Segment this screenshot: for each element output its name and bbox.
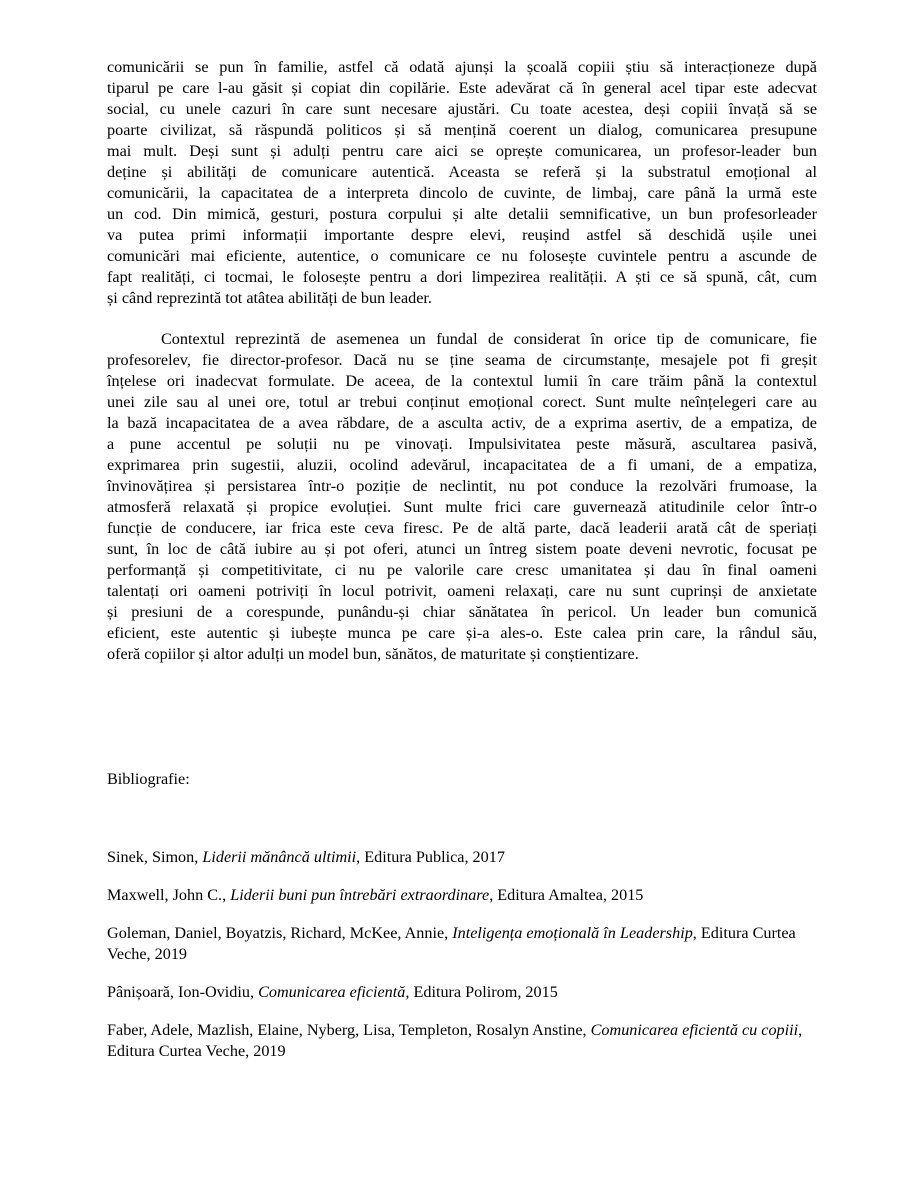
text-line: unei zile sau al unei ore, totul ar trebui conținut emoțional corect. Sunt multe neînțelegeri care au [107,393,817,411]
text-line: tiparul pe care l-au găsit și copiat din copilărie. Este adevărat că în general acel tipar este adecvat [107,79,817,97]
bib-title: Inteligența emoțională în Leadership [452,924,693,942]
text-line: înțelese ori inadecvat formulate. De aceea, de la contextul lumii în care trăim până la contextul [107,372,817,390]
paragraph-2 [107,329,817,665]
text-line: la bază incapacitatea de a avea răbdare, de a asculta activ, de a exprima asertiv, de a empatiza, de [107,414,817,432]
text-line: Contextul reprezintă de asemenea un fundal de considerat în orice tip de comunicare, fie [161,330,817,348]
text-line: performanță și competitivitate, ci nu pe valorile care cresc umanitatea și dau în final oameni [107,561,817,579]
bib-publisher: , Editura Curtea Veche, 2019 [107,924,796,963]
bibliography-list [107,847,817,1079]
text-line: și când reprezintă tot atâtea abilități de bun leader. [107,289,432,307]
bib-authors: Faber, Adele, Mazlish, Elaine, Nyberg, Lisa, Templeton, Rosalyn Anstine, [107,1021,591,1039]
bib-title: Comunicarea eficientă, [258,983,410,1001]
bib-authors: Pânișoară, Ion-Ovidiu, [107,983,259,1001]
text-line: și presiuni de a corespunde, punându-și chiar sănătatea în pericol. Un leader bun comunică [107,603,817,621]
bib-title: Comunicarea eficientă cu copiii [590,1021,799,1039]
text-line: atmosferă relaxată și propice evoluției. Sunt multe frici care guvernează atitudinile celor într-o [107,498,817,516]
text-line: mai mult. Deși sunt și adulți pentru care aici se oprește comunicarea, un profesor-leader bun [107,142,817,160]
bib-authors: Goleman, Daniel, Boyatzis, Richard, McKee, Annie, [107,924,453,942]
bibliography-item [107,847,817,868]
text-line: profesorelev, fie director-profesor. Dacă nu se ține seama de circumstanțe, mesajele pot fi greșit [107,351,817,369]
bibliography-heading: Bibliografie: [107,770,190,788]
text-line: comunicării se pun în familie, astfel că odată ajunși la școală copiii știu să interacționeze după [107,58,817,76]
text-line: social, cu unele cazuri în care sunt necesare ajustări. Cu toate acestea, deși copiii învață să se [107,100,817,118]
bibliography-item [107,885,817,906]
bib-authors: Maxwell, John C., [107,886,231,904]
text-line: oferă copiilor și altor adulți un model bun, sănătos, de maturitate și conștientizare. [107,645,639,663]
text-line: învinovățirea și persistarea într-o poziție de neclintit, nu pot conduce la rezolvări frumoase, la [107,477,817,495]
text-line: sunt, în loc de câtă iubire au și pot oferi, atunci un întreg sistem poate deveni nevrotic, focusat pe [107,540,817,558]
bib-publisher: , Editura Amaltea, 2015 [489,886,644,904]
text-line: funcție de conducere, iar frica este ceva firesc. Pe de altă parte, dacă leaderii arată cât de speriați [107,519,817,537]
paragraph-1 [107,57,817,309]
text-line: va putea primi informații importante despre elevi, reușind astfel să deschidă ușile unei [107,226,817,244]
bib-title: Liderii mănâncă ultimii [202,848,357,866]
text-line: fapt realități, ci tocmai, le folosește pentru a dori limpezirea realității. A ști ce să spună, cât, cum [107,268,817,286]
text-line: exprimarea prin sugestii, aluzii, ocolind adevărul, incapacitatea de a fi umani, de a empatiza, [107,456,817,474]
text-line: comunicări mai eficiente, autentice, o comunicare ce nu folosește cuvintele pentru a ascunde de [107,247,817,265]
bib-title: Liderii buni pun întrebări extraordinare [230,886,490,904]
bibliography-item [107,923,817,965]
bib-authors: Sinek, Simon, [107,848,203,866]
bib-publisher: Editura Polirom, 2015 [409,983,558,1001]
bibliography-item [107,982,817,1003]
text-line: eficient, este autentic și iubește munca pe care și-a ales-o. Este calea prin care, la rândul său, [107,624,817,642]
bib-publisher: , Editura Curtea Veche, 2019 [107,1021,803,1060]
text-line: comunicării, la capacitatea de a interpreta dincolo de cuvinte, de limbaj, care până la urmă este [107,184,817,202]
bibliography-item [107,1020,817,1062]
text-line: talentați ori oameni potriviți în locul potrivit, oameni relaxați, care nu sunt cuprinși de anxietate [107,582,817,600]
text-line: deține și abilități de comunicare autentică. Aceasta se referă și la substratul emoțional al [107,163,817,181]
document-body [107,57,817,665]
text-line: poarte civilizat, să răspundă politicos și să mențină coerent un dialog, comunicarea presupune [107,121,817,139]
bib-publisher: , Editura Publica, 2017 [356,848,505,866]
text-line: un cod. Din mimică, gesturi, postura corpului și alte detalii semnificative, un bun profesorleader [107,205,817,223]
text-line: a pune accentul pe soluții nu pe vinovați. Impulsivitatea peste măsură, ascultarea pasivă, [107,435,817,453]
